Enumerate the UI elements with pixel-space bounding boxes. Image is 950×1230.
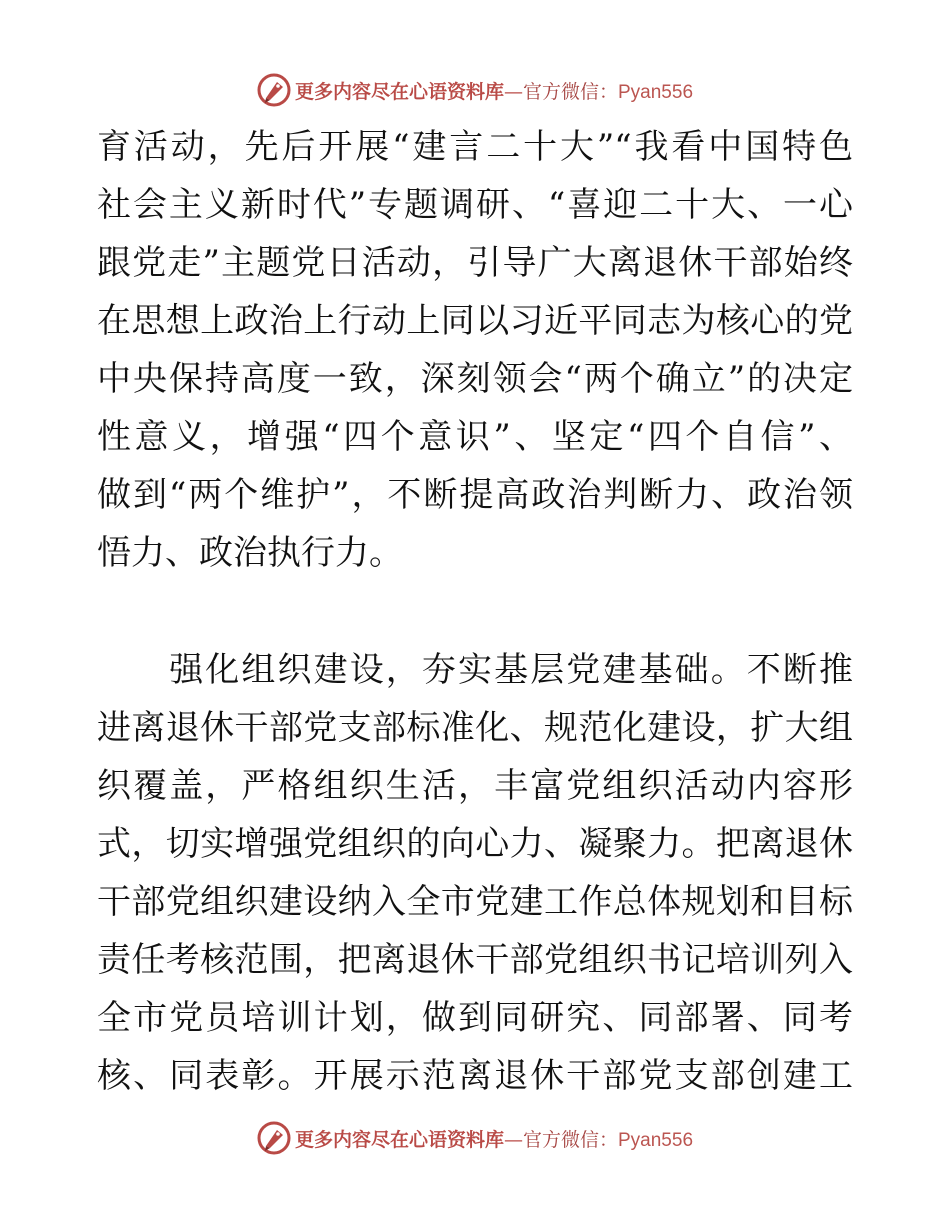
- banner-wechat-handle: Pyan556: [618, 81, 694, 103]
- header-banner: [0, 70, 950, 110]
- paragraph: [97, 641, 853, 1105]
- footer-banner: [0, 1118, 950, 1158]
- banner-main-text: 更多内容尽在心语资料库: [294, 1128, 504, 1151]
- pen-nib-logo-icon: [257, 73, 291, 107]
- text-line: 性意义，增强“四个意识”、坚定“四个自信”、: [97, 417, 853, 457]
- text-line: 核、同表彰。开展示范离退休干部党支部创建工: [97, 1056, 853, 1096]
- text-line: 在思想上政治上行动上同以习近平同志为核心的党: [97, 301, 853, 341]
- text-line: 悟力、政治执行力。: [97, 533, 403, 573]
- pen-nib-logo-icon: [257, 1121, 291, 1155]
- text-line: 育活动，先后开展“建言二十大”“我看中国特色: [97, 127, 853, 167]
- banner-main-text: 更多内容尽在心语资料库: [294, 80, 504, 103]
- banner-separator: —: [503, 80, 523, 103]
- text-line: 社会主义新时代”专题调研、“喜迎二十大、一心: [97, 185, 853, 225]
- text-line: 跟党走”主题党日活动，引导广大离退休干部始终: [97, 243, 853, 283]
- banner-wechat-label: 官方微信：: [522, 1128, 618, 1151]
- text-line: 织覆盖，严格组织生活，丰富党组织活动内容形: [97, 766, 853, 806]
- text-line: 责任考核范围，把离退休干部党组织书记培训列入: [97, 940, 853, 980]
- banner-wechat-handle: Pyan556: [618, 1129, 694, 1151]
- text-line: 式，切实增强党组织的向心力、凝聚力。把离退休: [97, 824, 853, 864]
- banner-separator: —: [503, 1128, 523, 1151]
- paragraph: [97, 118, 853, 582]
- text-line: 干部党组织建设纳入全市党建工作总体规划和目标: [97, 882, 853, 922]
- document-body: [97, 118, 853, 1105]
- header-banner-text: [295, 77, 693, 104]
- text-line: 中央保持高度一致，深刻领会“两个确立”的决定: [97, 359, 853, 399]
- text-line: 做到“两个维护”，不断提高政治判断力、政治领: [97, 475, 853, 515]
- banner-wechat-label: 官方微信：: [522, 80, 618, 103]
- paragraph-gap: [97, 582, 853, 641]
- text-line: 强化组织建设，夯实基层党建基础。不断推: [97, 650, 853, 690]
- footer-banner-text: [295, 1125, 693, 1152]
- text-line: 进离退休干部党支部标准化、规范化建设，扩大组: [97, 708, 853, 748]
- text-line: 全市党员培训计划，做到同研究、同部署、同考: [97, 998, 853, 1038]
